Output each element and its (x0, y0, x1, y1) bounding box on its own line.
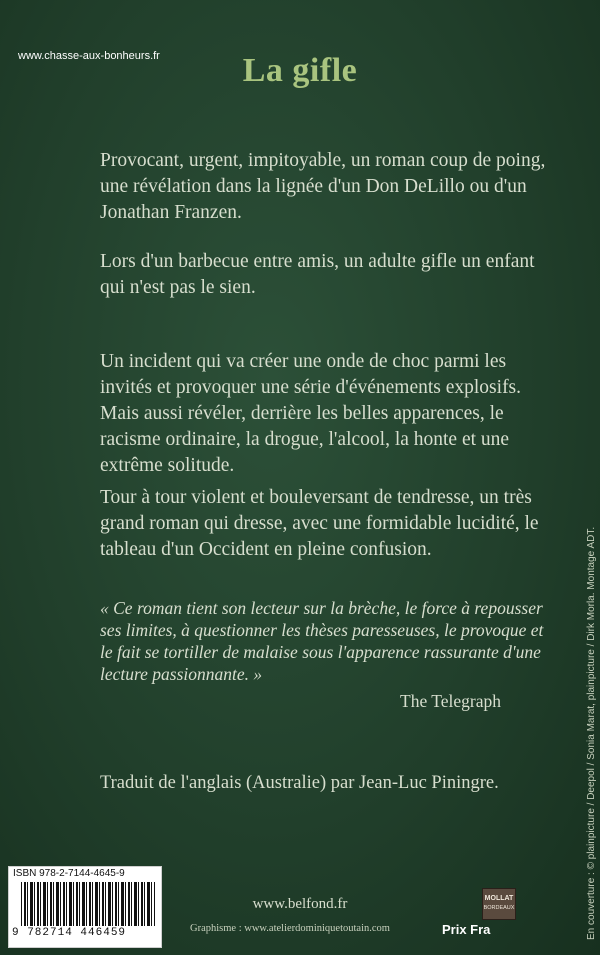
blurb-paragraph-3: Un incident qui va créer une onde de choc parmi les invités et provoquer une série d'événements explosifs. Mais aussi révéler, derrière les belles apparences, le racisme ordinaire, la drogue, l'alcool, la honte et une extrême solitude. (100, 351, 522, 476)
blurb-paragraph-2: Lors d'un barbecue entre amis, un adulte gifle un enfant qui n'est pas le sien. (100, 251, 535, 298)
blurb-paragraph-1: Provocant, urgent, impitoyable, un roman coup de poing, une révélation dans la lignée d'un Don DeLillo ou d'un Jonathan Franzen. (100, 150, 546, 223)
bookstore-sticker (482, 888, 516, 920)
watermark-url: www.chasse-aux-bonheurs.fr (18, 50, 160, 62)
barcode-digits: 9 782714 446459 (12, 927, 127, 939)
isbn-number: ISBN 978-2-7144-4645-9 (13, 868, 125, 879)
sticker-line-1: MOLLAT (484, 895, 514, 902)
translator-credit: Traduit de l'anglais (Australie) par Jean-Luc Piningre. (100, 773, 499, 793)
book-title: La gifle (242, 52, 358, 89)
blurb-paragraph-4: Tour à tour violent et bouleversant de tendresse, un très grand roman qui dresse, avec une formidable lucidité, le tableau d'un Occident en pleine confusion. (100, 487, 539, 560)
prix-label: Prix Fra (442, 922, 491, 937)
sticker-line-2: BORDEAUX (483, 905, 515, 911)
press-quote: « Ce roman tient son lecteur sur la brèche, le force à repousser ses limites, à questionner les thèses paresseuses, le provoque et le fait se tortiller de malaise sous l'apparence rassurante d'une lecture passionnante. » (100, 598, 544, 684)
cover-photo-credits: En couverture : © plainpicture / Deepol / Sonia Marat, plainpicture / Dirk Morla. Montage ADT. (586, 526, 597, 940)
quote-source: The Telegraph (400, 691, 501, 711)
graphic-design-credit: Graphisme : www.atelierdominiquetoutain.com (190, 923, 390, 934)
publisher-url: www.belfond.fr (252, 896, 348, 912)
